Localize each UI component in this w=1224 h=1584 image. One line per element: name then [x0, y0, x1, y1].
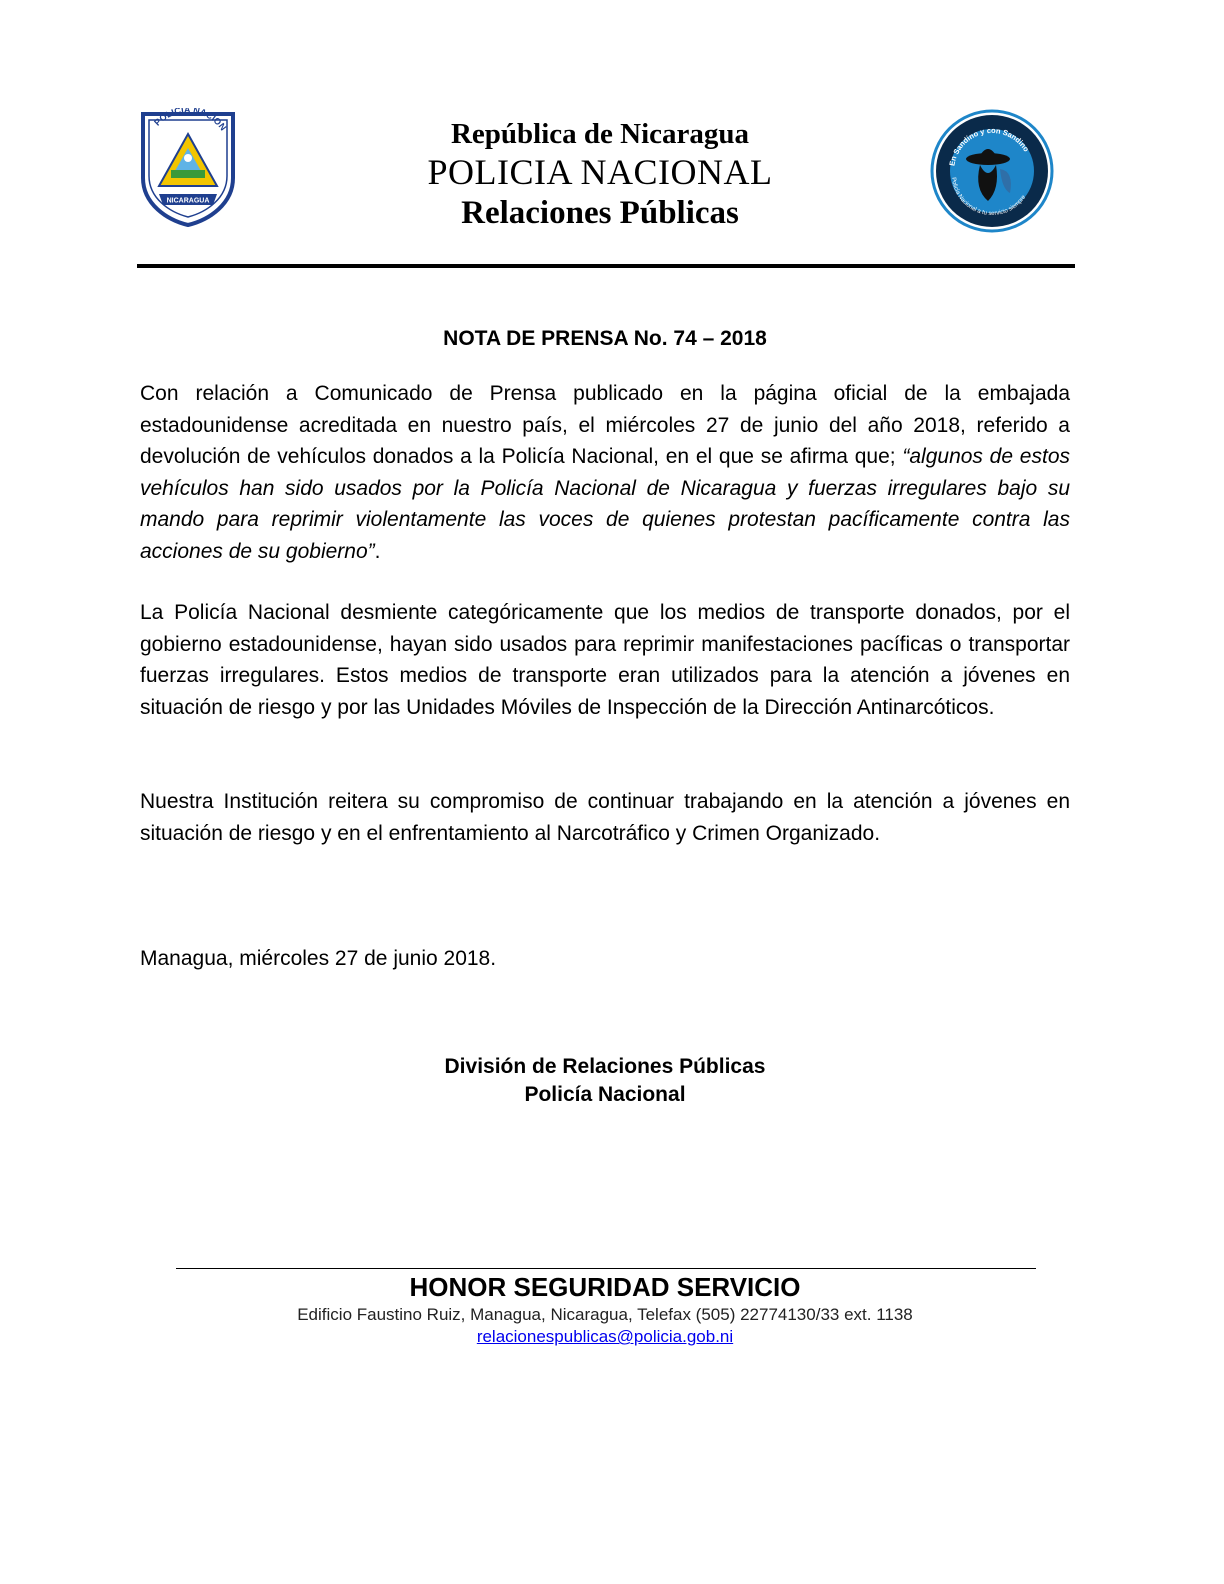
signature-institution: Policía Nacional: [524, 1083, 686, 1106]
paragraph-3: Nuestra Institución reitera su compromiso de continuar trabajando en la atención a jóvenes en situación de riesgo y en el enfrentamiento al Narcotráfico y Crimen Organizado.: [140, 790, 1070, 845]
paragraph-1-end: .: [374, 539, 381, 563]
sandino-circle-seal-icon: [930, 109, 1054, 233]
letterhead-title: [300, 116, 900, 234]
press-release-title: NOTA DE PRENSA No. 74 – 2018: [443, 327, 767, 350]
embassy-quote: “algunos de estos vehículos han sido usados por la Policía Nacional de Nicaragua y fuerzas irregulares bajo su mando para reprimir violentamente las voces de quienes protestan pacíficamente contra las acciones de su gobierno”: [140, 445, 1070, 563]
svg-text:NICARAGUA: NICARAGUA: [166, 197, 210, 205]
header-department: Relaciones Públicas: [461, 195, 739, 231]
paragraph-1-intro: Con relación a Comunicado de Prensa publicado en la página oficial de la embajada estadounidense acreditada en nuestro país, el miércoles 27 de junio del año 2018, referido a devolución de vehículos donados a la Policía Nacional, en el que se afirma que;: [140, 382, 1070, 468]
footer-address: Edificio Faustino Ruiz, Managua, Nicaragua, Telefax (505) 22774130/33 ext. 1138: [297, 1305, 913, 1324]
date-line: Managua, miércoles 27 de junio 2018.: [140, 947, 497, 970]
footer-motto: HONOR SEGURIDAD SERVICIO: [409, 1272, 801, 1302]
svg-text:En Sandino y con Sandino: En Sandino y con Sandino: [947, 125, 1031, 167]
footer-divider: [176, 1268, 1036, 1269]
signature-block: [140, 1053, 1070, 1109]
header-country: República de Nicaragua: [450, 118, 750, 150]
footer: [140, 1270, 1070, 1348]
svg-text:Policía Nacional a tu servicio: Policía Nacional a tu servicio siempre: [950, 177, 1028, 218]
header-institution: POLICIA NACIONAL: [427, 152, 773, 192]
footer-email-link[interactable]: relacionespublicas@policia.gob.ni: [476, 1327, 734, 1346]
paragraph-2: La Policía Nacional desmiente categóricamente que los medios de transporte donados, por el gobierno estadounidense, hayan sido usados para reprimir manifestaciones pacíficas o transportar fuerzas irregulares. Estos medios de transporte eran utilizados para la atención a jóvenes en situación de riesgo y por las Unidades Móviles de Inspección de la Dirección Antinarcóticos.: [140, 601, 1070, 719]
policia-nacional-shield-icon: [137, 108, 239, 228]
signature-division: División de Relaciones Públicas: [444, 1055, 766, 1078]
paragraph-1: [140, 378, 1070, 567]
svg-text:POLICIA NACIONAL: POLICIA NACION: [152, 108, 229, 133]
header-divider: [137, 264, 1075, 268]
